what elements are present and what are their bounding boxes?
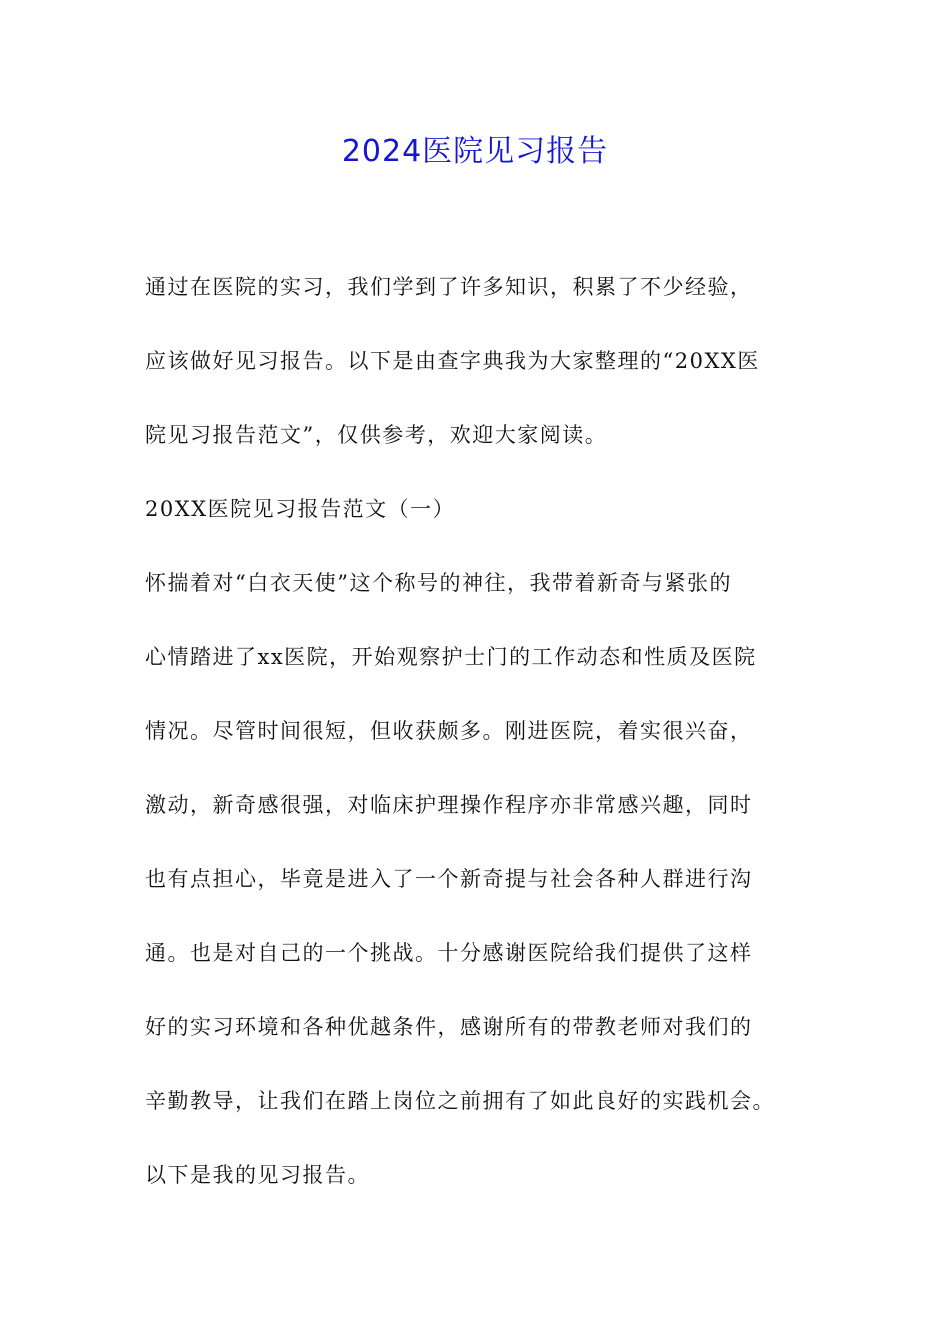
- paragraph-line: 好的实习环境和各种优越条件，感谢所有的带教老师对我们的: [145, 1015, 753, 1039]
- paragraph-line: 通。也是对自己的一个挑战。十分感谢医院给我们提供了这样: [145, 941, 753, 965]
- paragraph-line: 激动，新奇感很强，对临床护理操作程序亦非常感兴趣，同时: [145, 793, 753, 817]
- section-heading: 20XX医院见习报告范文（一）: [145, 497, 456, 521]
- paragraph-line: 通过在医院的实习，我们学到了许多知识，积累了不少经验，: [145, 275, 753, 299]
- document-body: [145, 260, 825, 1222]
- document-title: 2024医院见习报告: [341, 134, 609, 169]
- paragraph-line: 也有点担心，毕竟是进入了一个新奇提与社会各种人群进行沟: [145, 867, 753, 891]
- paragraph-line: 怀揣着对“白衣天使”这个称号的神往，我带着新奇与紧张的: [145, 571, 732, 595]
- paragraph-line: 心情踏进了xx医院，开始观察护士门的工作动态和性质及医院: [145, 645, 757, 669]
- paragraph-line: 情况。尽管时间很短，但收获颇多。刚进医院，着实很兴奋，: [145, 719, 753, 743]
- paragraph-line: 辛勤教导，让我们在踏上岗位之前拥有了如此良好的实践机会。: [145, 1089, 775, 1113]
- paragraph-line: 以下是我的见习报告。: [145, 1163, 370, 1187]
- paragraph-line: 院见习报告范文”，仅供参考，欢迎大家阅读。: [145, 423, 608, 447]
- paragraph-line: 应该做好见习报告。以下是由查字典我为大家整理的“20XX医: [145, 349, 760, 373]
